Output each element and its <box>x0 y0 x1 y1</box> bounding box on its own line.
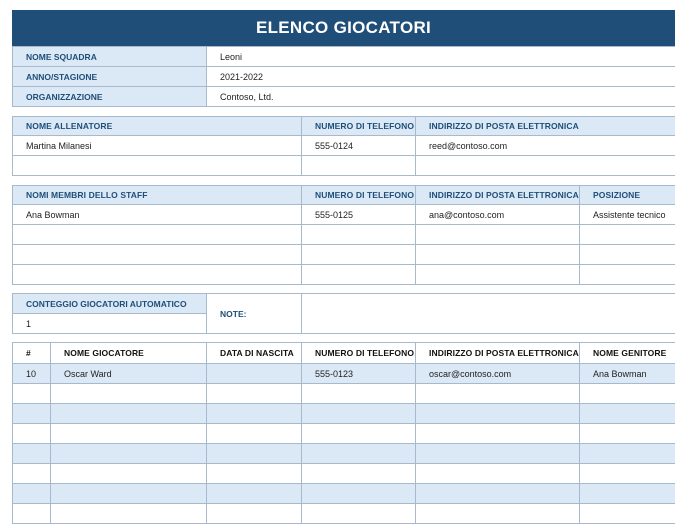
roster-phone-cell[interactable]: 555-0123 <box>302 364 416 384</box>
coach-email-cell[interactable]: reed@contoso.com <box>416 136 675 156</box>
roster-parent-cell[interactable] <box>580 464 675 484</box>
roster-parent-cell[interactable] <box>580 444 675 464</box>
roster-birthdate-header: DATA DI NASCITA <box>207 343 302 364</box>
roster-parent-cell[interactable] <box>580 384 675 404</box>
player-count-label: CONTEGGIO GIOCATORI AUTOMATICO <box>13 294 207 314</box>
table-row <box>13 424 675 444</box>
roster-phone-cell[interactable] <box>302 504 416 524</box>
roster-player-cell[interactable]: Oscar Ward <box>51 364 207 384</box>
roster-email-cell[interactable] <box>416 404 580 424</box>
roster-phone-header: NUMERO DI TELEFONO <box>302 343 416 364</box>
staff-position-header: POSIZIONE <box>580 186 675 205</box>
staff-phone-cell[interactable] <box>302 245 416 265</box>
staff-name-cell[interactable] <box>13 225 302 245</box>
roster-email-cell[interactable] <box>416 384 580 404</box>
roster-birthdate-cell[interactable] <box>207 464 302 484</box>
staff-name-cell[interactable]: Ana Bowman <box>13 205 302 225</box>
roster-player-cell[interactable] <box>51 484 207 504</box>
roster-parent-header: NOME GENITORE <box>580 343 675 364</box>
staff-name-cell[interactable] <box>13 245 302 265</box>
roster-birthdate-cell[interactable] <box>207 424 302 444</box>
season-label: ANNO/STAGIONE <box>13 67 207 87</box>
team-name-value[interactable]: Leoni <box>207 47 675 67</box>
roster-number-cell[interactable] <box>13 464 51 484</box>
staff-name-header: NOMI MEMBRI DELLO STAFF <box>13 186 302 205</box>
table-row <box>13 464 675 484</box>
roster-phone-cell[interactable] <box>302 484 416 504</box>
coach-email-header: INDIRIZZO DI POSTA ELETTRONICA <box>416 117 675 136</box>
coach-name-header: NOME ALLENATORE <box>13 117 302 136</box>
roster-number-cell[interactable] <box>13 384 51 404</box>
season-value[interactable]: 2021-2022 <box>207 67 675 87</box>
count-notes-table <box>12 293 675 334</box>
roster-number-cell[interactable]: 10 <box>13 364 51 384</box>
roster-phone-cell[interactable] <box>302 424 416 444</box>
team-name-label: NOME SQUADRA <box>13 47 207 67</box>
staff-table <box>12 185 675 285</box>
roster-birthdate-cell[interactable] <box>207 444 302 464</box>
roster-player-cell[interactable] <box>51 504 207 524</box>
table-row <box>13 225 675 245</box>
team-info-table <box>12 46 675 107</box>
roster-email-cell[interactable] <box>416 504 580 524</box>
coach-phone-cell[interactable]: 555-0124 <box>302 136 416 156</box>
staff-position-cell[interactable] <box>580 265 675 285</box>
table-row <box>13 265 675 285</box>
roster-number-cell[interactable] <box>13 484 51 504</box>
roster-email-cell[interactable] <box>416 484 580 504</box>
roster-parent-cell[interactable] <box>580 484 675 504</box>
roster-number-cell[interactable] <box>13 504 51 524</box>
staff-phone-cell[interactable] <box>302 225 416 245</box>
player-count-value: 1 <box>13 314 207 334</box>
table-row <box>13 404 675 424</box>
team-name-row <box>13 47 675 67</box>
roster-email-cell[interactable]: oscar@contoso.com <box>416 364 580 384</box>
roster-phone-cell[interactable] <box>302 384 416 404</box>
staff-phone-cell[interactable]: 555-0125 <box>302 205 416 225</box>
table-row <box>13 444 675 464</box>
staff-phone-header: NUMERO DI TELEFONO <box>302 186 416 205</box>
roster-number-header: # <box>13 343 51 364</box>
roster-table <box>12 342 675 524</box>
roster-number-cell[interactable] <box>13 404 51 424</box>
roster-parent-cell[interactable] <box>580 504 675 524</box>
roster-email-cell[interactable] <box>416 424 580 444</box>
roster-parent-cell[interactable]: Ana Bowman <box>580 364 675 384</box>
table-row <box>13 136 675 156</box>
roster-number-cell[interactable] <box>13 444 51 464</box>
organization-value[interactable]: Contoso, Ltd. <box>207 87 675 107</box>
coach-phone-header: NUMERO DI TELEFONO <box>302 117 416 136</box>
table-row <box>13 364 675 384</box>
roster-player-cell[interactable] <box>51 424 207 444</box>
coach-name-cell[interactable] <box>13 156 302 176</box>
roster-birthdate-cell[interactable] <box>207 404 302 424</box>
staff-email-cell[interactable] <box>416 265 580 285</box>
roster-player-cell[interactable] <box>51 464 207 484</box>
staff-position-cell[interactable] <box>580 225 675 245</box>
notes-field[interactable] <box>302 294 675 334</box>
roster-number-cell[interactable] <box>13 424 51 444</box>
roster-parent-cell[interactable] <box>580 404 675 424</box>
staff-email-cell[interactable] <box>416 225 580 245</box>
roster-player-cell[interactable] <box>51 404 207 424</box>
roster-birthdate-cell[interactable] <box>207 484 302 504</box>
staff-position-cell[interactable] <box>580 245 675 265</box>
roster-birthdate-cell[interactable] <box>207 364 302 384</box>
table-row <box>13 245 675 265</box>
roster-parent-cell[interactable] <box>580 424 675 444</box>
roster-phone-cell[interactable] <box>302 464 416 484</box>
coach-phone-cell[interactable] <box>302 156 416 176</box>
table-row <box>13 156 675 176</box>
roster-email-cell[interactable] <box>416 444 580 464</box>
staff-email-header: INDIRIZZO DI POSTA ELETTRONICA <box>416 186 580 205</box>
roster-player-header: NOME GIOCATORE <box>51 343 207 364</box>
table-row <box>13 484 675 504</box>
roster-phone-cell[interactable] <box>302 404 416 424</box>
coach-table <box>12 116 675 176</box>
roster-player-cell[interactable] <box>51 384 207 404</box>
staff-email-cell[interactable]: ana@contoso.com <box>416 205 580 225</box>
coach-name-cell[interactable]: Martina Milanesi <box>13 136 302 156</box>
roster-player-cell[interactable] <box>51 444 207 464</box>
staff-phone-cell[interactable] <box>302 265 416 285</box>
roster-birthdate-cell[interactable] <box>207 504 302 524</box>
organization-row <box>13 87 675 107</box>
roster-email-header: INDIRIZZO DI POSTA ELETTRONICA <box>416 343 580 364</box>
staff-position-cell[interactable]: Assistente tecnico <box>580 205 675 225</box>
season-row <box>13 67 675 87</box>
organization-label: ORGANIZZAZIONE <box>13 87 207 107</box>
notes-label: NOTE: <box>207 294 302 334</box>
staff-name-cell[interactable] <box>13 265 302 285</box>
coach-email-cell[interactable] <box>416 156 675 176</box>
staff-email-cell[interactable] <box>416 245 580 265</box>
roster-birthdate-cell[interactable] <box>207 384 302 404</box>
table-row <box>13 504 675 524</box>
table-row <box>13 205 675 225</box>
roster-email-cell[interactable] <box>416 464 580 484</box>
roster-phone-cell[interactable] <box>302 444 416 464</box>
table-row <box>13 384 675 404</box>
page-title: ELENCO GIOCATORI <box>12 10 675 46</box>
